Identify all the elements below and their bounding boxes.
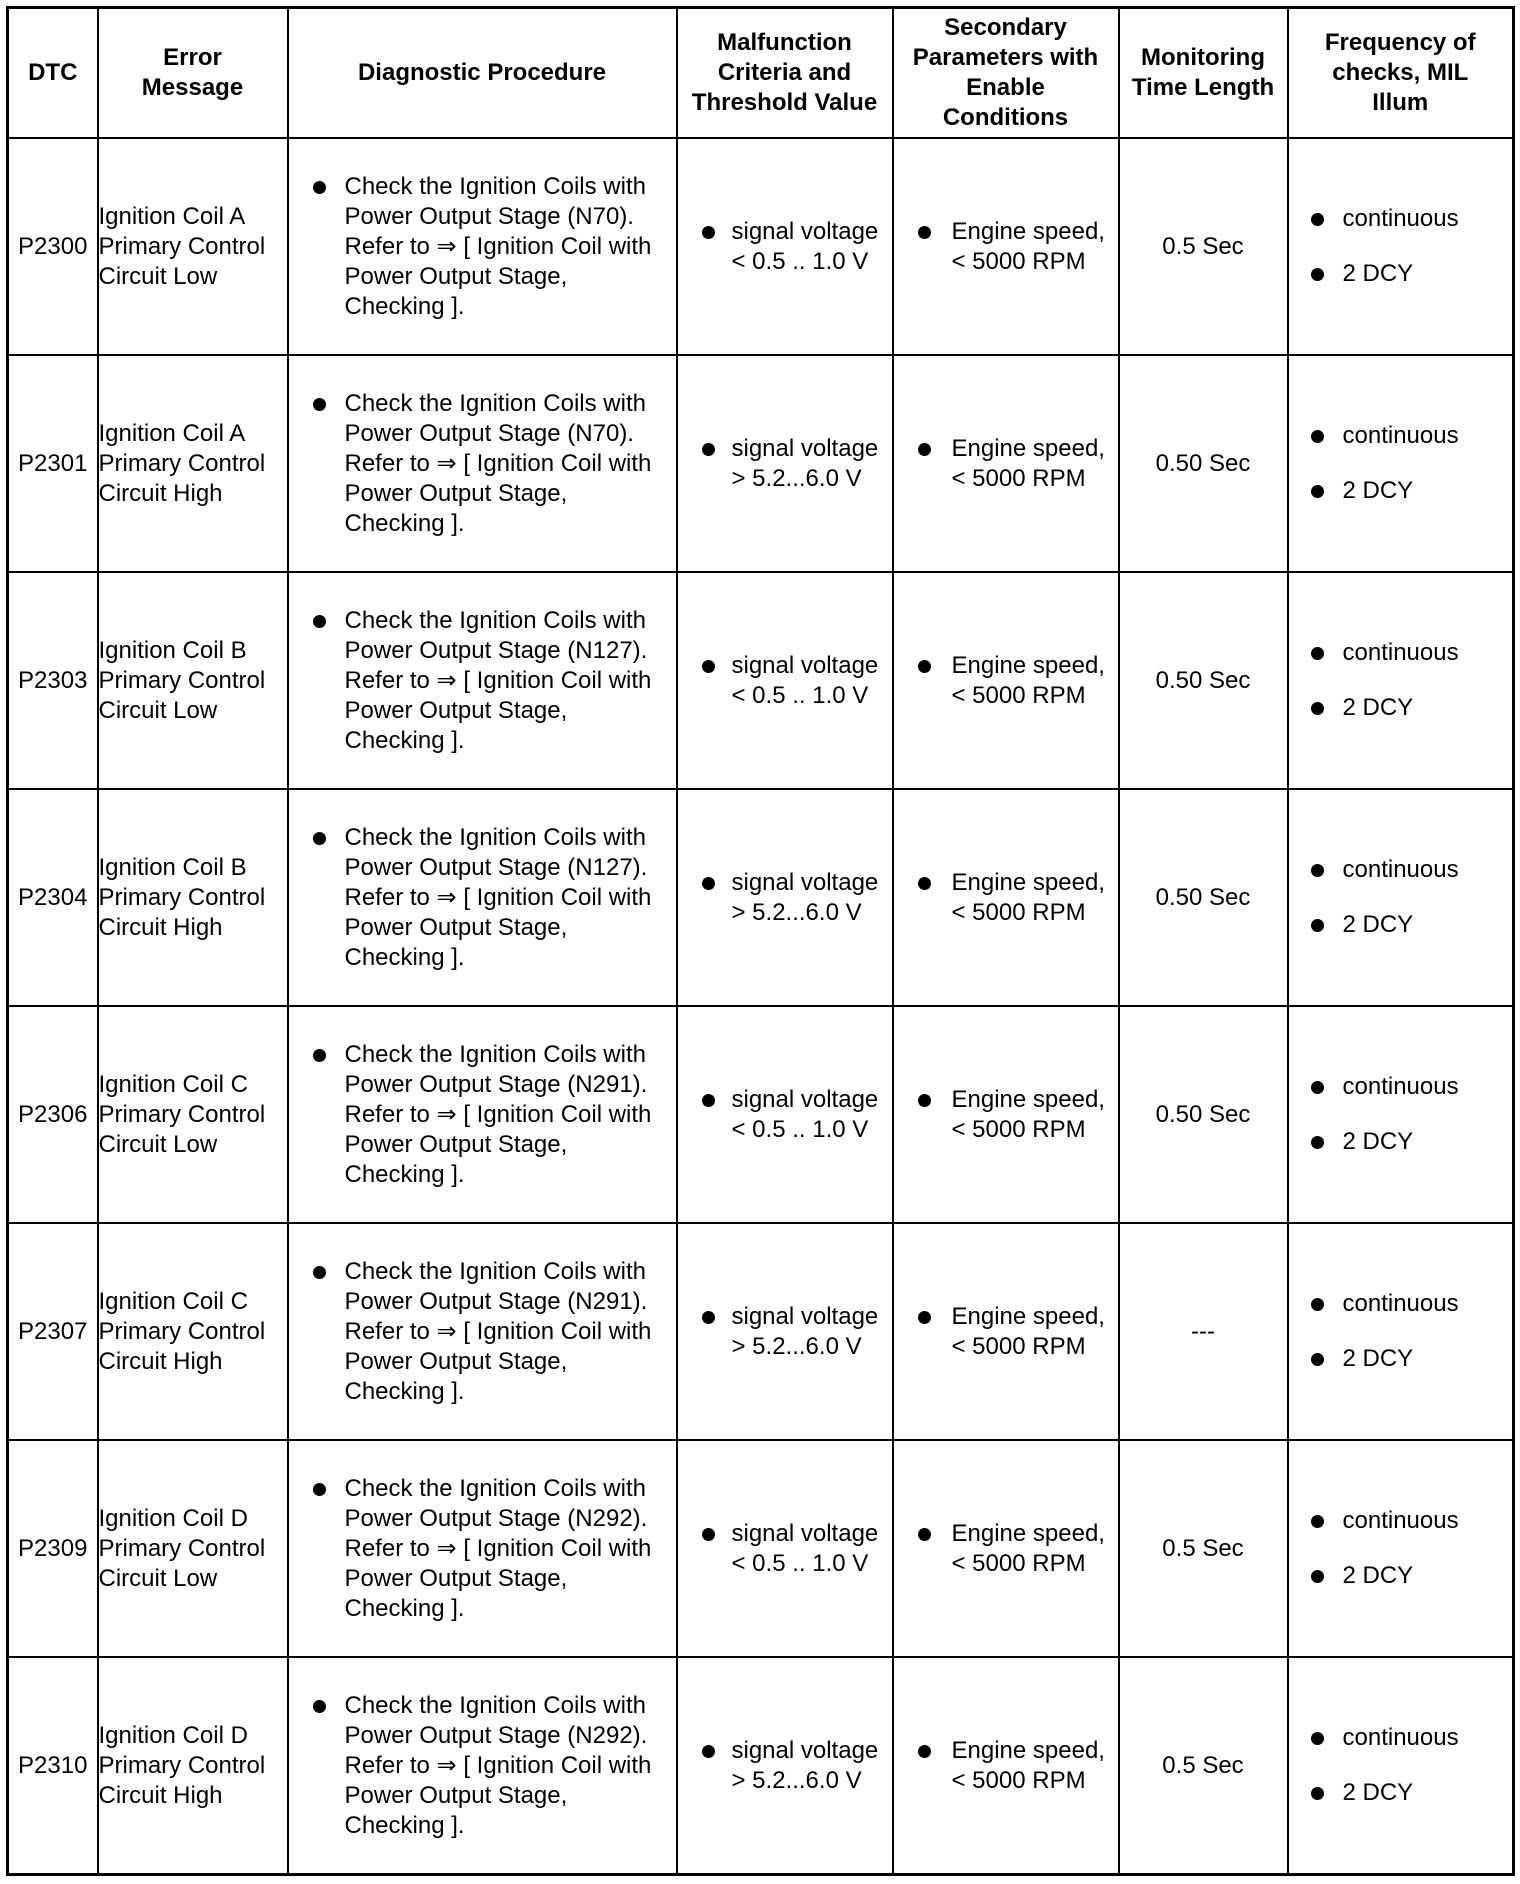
malfunction-criteria bbox=[677, 1223, 893, 1440]
dtc-code: P2304 bbox=[8, 789, 98, 1006]
table-body bbox=[8, 138, 1514, 1875]
malfunction-criteria bbox=[677, 1657, 893, 1875]
monitoring-time: 0.5 Sec bbox=[1119, 1657, 1288, 1875]
table-row bbox=[8, 1657, 1514, 1875]
secondary-item: Engine speed, < 5000 RPM bbox=[894, 1519, 1118, 1579]
dtc-code: P2307 bbox=[8, 1223, 98, 1440]
mil-item: 2 DCY bbox=[1289, 259, 1513, 289]
table-row bbox=[8, 789, 1514, 1006]
procedure-item: Check the Ignition Coils with Power Output Stage (N70). Refer to ⇒ [ Ignition Coil with Power Output Stage, Checking ]. bbox=[289, 172, 676, 322]
malfunction-criteria bbox=[677, 138, 893, 355]
header-row bbox=[8, 8, 1514, 139]
criteria-item: signal voltage < 0.5 .. 1.0 V bbox=[678, 1519, 892, 1579]
table-header bbox=[8, 8, 1514, 139]
malfunction-criteria bbox=[677, 355, 893, 572]
error-message: Ignition Coil C Primary Control Circuit High bbox=[98, 1223, 288, 1440]
malfunction-criteria bbox=[677, 789, 893, 1006]
procedure-item: Check the Ignition Coils with Power Output Stage (N70). Refer to ⇒ [ Ignition Coil with Power Output Stage, Checking ]. bbox=[289, 389, 676, 539]
frequency-checks bbox=[1288, 789, 1514, 1006]
monitoring-time: 0.5 Sec bbox=[1119, 1440, 1288, 1657]
secondary-item: Engine speed, < 5000 RPM bbox=[894, 651, 1118, 711]
table-row bbox=[8, 1223, 1514, 1440]
secondary-parameters bbox=[893, 572, 1119, 789]
secondary-item: Engine speed, < 5000 RPM bbox=[894, 868, 1118, 928]
frequency-item: continuous bbox=[1289, 1506, 1513, 1536]
mil-item: 2 DCY bbox=[1289, 1778, 1513, 1808]
header-frequency: Frequency of checks, MIL Illum bbox=[1288, 8, 1514, 139]
secondary-item: Engine speed, < 5000 RPM bbox=[894, 1736, 1118, 1796]
secondary-item: Engine speed, < 5000 RPM bbox=[894, 434, 1118, 494]
table-row bbox=[8, 1440, 1514, 1657]
secondary-parameters bbox=[893, 1440, 1119, 1657]
mil-item: 2 DCY bbox=[1289, 1561, 1513, 1591]
error-message: Ignition Coil D Primary Control Circuit High bbox=[98, 1657, 288, 1875]
diagnostic-procedure bbox=[288, 1657, 677, 1875]
frequency-checks bbox=[1288, 355, 1514, 572]
secondary-parameters bbox=[893, 138, 1119, 355]
dtc-code: P2300 bbox=[8, 138, 98, 355]
diagnostic-procedure bbox=[288, 1223, 677, 1440]
monitoring-time: 0.5 Sec bbox=[1119, 138, 1288, 355]
error-message: Ignition Coil C Primary Control Circuit Low bbox=[98, 1006, 288, 1223]
procedure-item: Check the Ignition Coils with Power Output Stage (N292). Refer to ⇒ [ Ignition Coil with Power Output Stage, Checking ]. bbox=[289, 1474, 676, 1624]
dtc-code: P2309 bbox=[8, 1440, 98, 1657]
frequency-checks bbox=[1288, 138, 1514, 355]
mil-item: 2 DCY bbox=[1289, 476, 1513, 506]
monitoring-time: --- bbox=[1119, 1223, 1288, 1440]
diagnostic-procedure bbox=[288, 572, 677, 789]
criteria-item: signal voltage > 5.2...6.0 V bbox=[678, 1736, 892, 1796]
header-malfunction-criteria: Malfunction Criteria and Threshold Value bbox=[677, 8, 893, 139]
criteria-item: signal voltage > 5.2...6.0 V bbox=[678, 868, 892, 928]
secondary-parameters bbox=[893, 1223, 1119, 1440]
error-message: Ignition Coil B Primary Control Circuit High bbox=[98, 789, 288, 1006]
frequency-checks bbox=[1288, 1657, 1514, 1875]
diagnostic-procedure bbox=[288, 1006, 677, 1223]
procedure-item: Check the Ignition Coils with Power Output Stage (N291). Refer to ⇒ [ Ignition Coil with Power Output Stage, Checking ]. bbox=[289, 1040, 676, 1190]
malfunction-criteria bbox=[677, 1440, 893, 1657]
secondary-item: Engine speed, < 5000 RPM bbox=[894, 1302, 1118, 1362]
header-secondary-parameters: Secondary Parameters with Enable Conditions bbox=[893, 8, 1119, 139]
frequency-checks bbox=[1288, 572, 1514, 789]
frequency-checks bbox=[1288, 1223, 1514, 1440]
secondary-parameters bbox=[893, 789, 1119, 1006]
secondary-item: Engine speed, < 5000 RPM bbox=[894, 217, 1118, 277]
frequency-item: continuous bbox=[1289, 1072, 1513, 1102]
mil-item: 2 DCY bbox=[1289, 1344, 1513, 1374]
header-error-message: Error Message bbox=[98, 8, 288, 139]
error-message: Ignition Coil B Primary Control Circuit Low bbox=[98, 572, 288, 789]
diagnostic-procedure bbox=[288, 1440, 677, 1657]
error-message: Ignition Coil A Primary Control Circuit High bbox=[98, 355, 288, 572]
secondary-parameters bbox=[893, 1657, 1119, 1875]
table-row bbox=[8, 1006, 1514, 1223]
frequency-item: continuous bbox=[1289, 1289, 1513, 1319]
criteria-item: signal voltage > 5.2...6.0 V bbox=[678, 1302, 892, 1362]
header-diagnostic-procedure: Diagnostic Procedure bbox=[288, 8, 677, 139]
frequency-item: continuous bbox=[1289, 1723, 1513, 1753]
dtc-code: P2310 bbox=[8, 1657, 98, 1875]
dtc-code: P2303 bbox=[8, 572, 98, 789]
mil-item: 2 DCY bbox=[1289, 910, 1513, 940]
procedure-item: Check the Ignition Coils with Power Output Stage (N127). Refer to ⇒ [ Ignition Coil with Power Output Stage, Checking ]. bbox=[289, 823, 676, 973]
header-monitoring-time: Monitoring Time Length bbox=[1119, 8, 1288, 139]
frequency-item: continuous bbox=[1289, 421, 1513, 451]
table-row bbox=[8, 572, 1514, 789]
criteria-item: signal voltage < 0.5 .. 1.0 V bbox=[678, 1085, 892, 1145]
mil-item: 2 DCY bbox=[1289, 1127, 1513, 1157]
monitoring-time: 0.50 Sec bbox=[1119, 572, 1288, 789]
frequency-checks bbox=[1288, 1006, 1514, 1223]
frequency-item: continuous bbox=[1289, 204, 1513, 234]
error-message: Ignition Coil D Primary Control Circuit Low bbox=[98, 1440, 288, 1657]
procedure-item: Check the Ignition Coils with Power Output Stage (N291). Refer to ⇒ [ Ignition Coil with Power Output Stage, Checking ]. bbox=[289, 1257, 676, 1407]
dtc-code: P2301 bbox=[8, 355, 98, 572]
frequency-checks bbox=[1288, 1440, 1514, 1657]
monitoring-time: 0.50 Sec bbox=[1119, 355, 1288, 572]
mil-item: 2 DCY bbox=[1289, 693, 1513, 723]
malfunction-criteria bbox=[677, 1006, 893, 1223]
dtc-code: P2306 bbox=[8, 1006, 98, 1223]
procedure-item: Check the Ignition Coils with Power Output Stage (N292). Refer to ⇒ [ Ignition Coil with Power Output Stage, Checking ]. bbox=[289, 1691, 676, 1841]
header-dtc: DTC bbox=[8, 8, 98, 139]
monitoring-time: 0.50 Sec bbox=[1119, 789, 1288, 1006]
secondary-parameters bbox=[893, 1006, 1119, 1223]
diagnostic-procedure bbox=[288, 138, 677, 355]
criteria-item: signal voltage < 0.5 .. 1.0 V bbox=[678, 651, 892, 711]
malfunction-criteria bbox=[677, 572, 893, 789]
secondary-item: Engine speed, < 5000 RPM bbox=[894, 1085, 1118, 1145]
diagnostic-procedure bbox=[288, 789, 677, 1006]
diagnostic-procedure bbox=[288, 355, 677, 572]
criteria-item: signal voltage < 0.5 .. 1.0 V bbox=[678, 217, 892, 277]
monitoring-time: 0.50 Sec bbox=[1119, 1006, 1288, 1223]
table-row bbox=[8, 138, 1514, 355]
secondary-parameters bbox=[893, 355, 1119, 572]
criteria-item: signal voltage > 5.2...6.0 V bbox=[678, 434, 892, 494]
frequency-item: continuous bbox=[1289, 638, 1513, 668]
error-message: Ignition Coil A Primary Control Circuit Low bbox=[98, 138, 288, 355]
dtc-table bbox=[6, 6, 1515, 1876]
table-row bbox=[8, 355, 1514, 572]
procedure-item: Check the Ignition Coils with Power Output Stage (N127). Refer to ⇒ [ Ignition Coil with Power Output Stage, Checking ]. bbox=[289, 606, 676, 756]
frequency-item: continuous bbox=[1289, 855, 1513, 885]
